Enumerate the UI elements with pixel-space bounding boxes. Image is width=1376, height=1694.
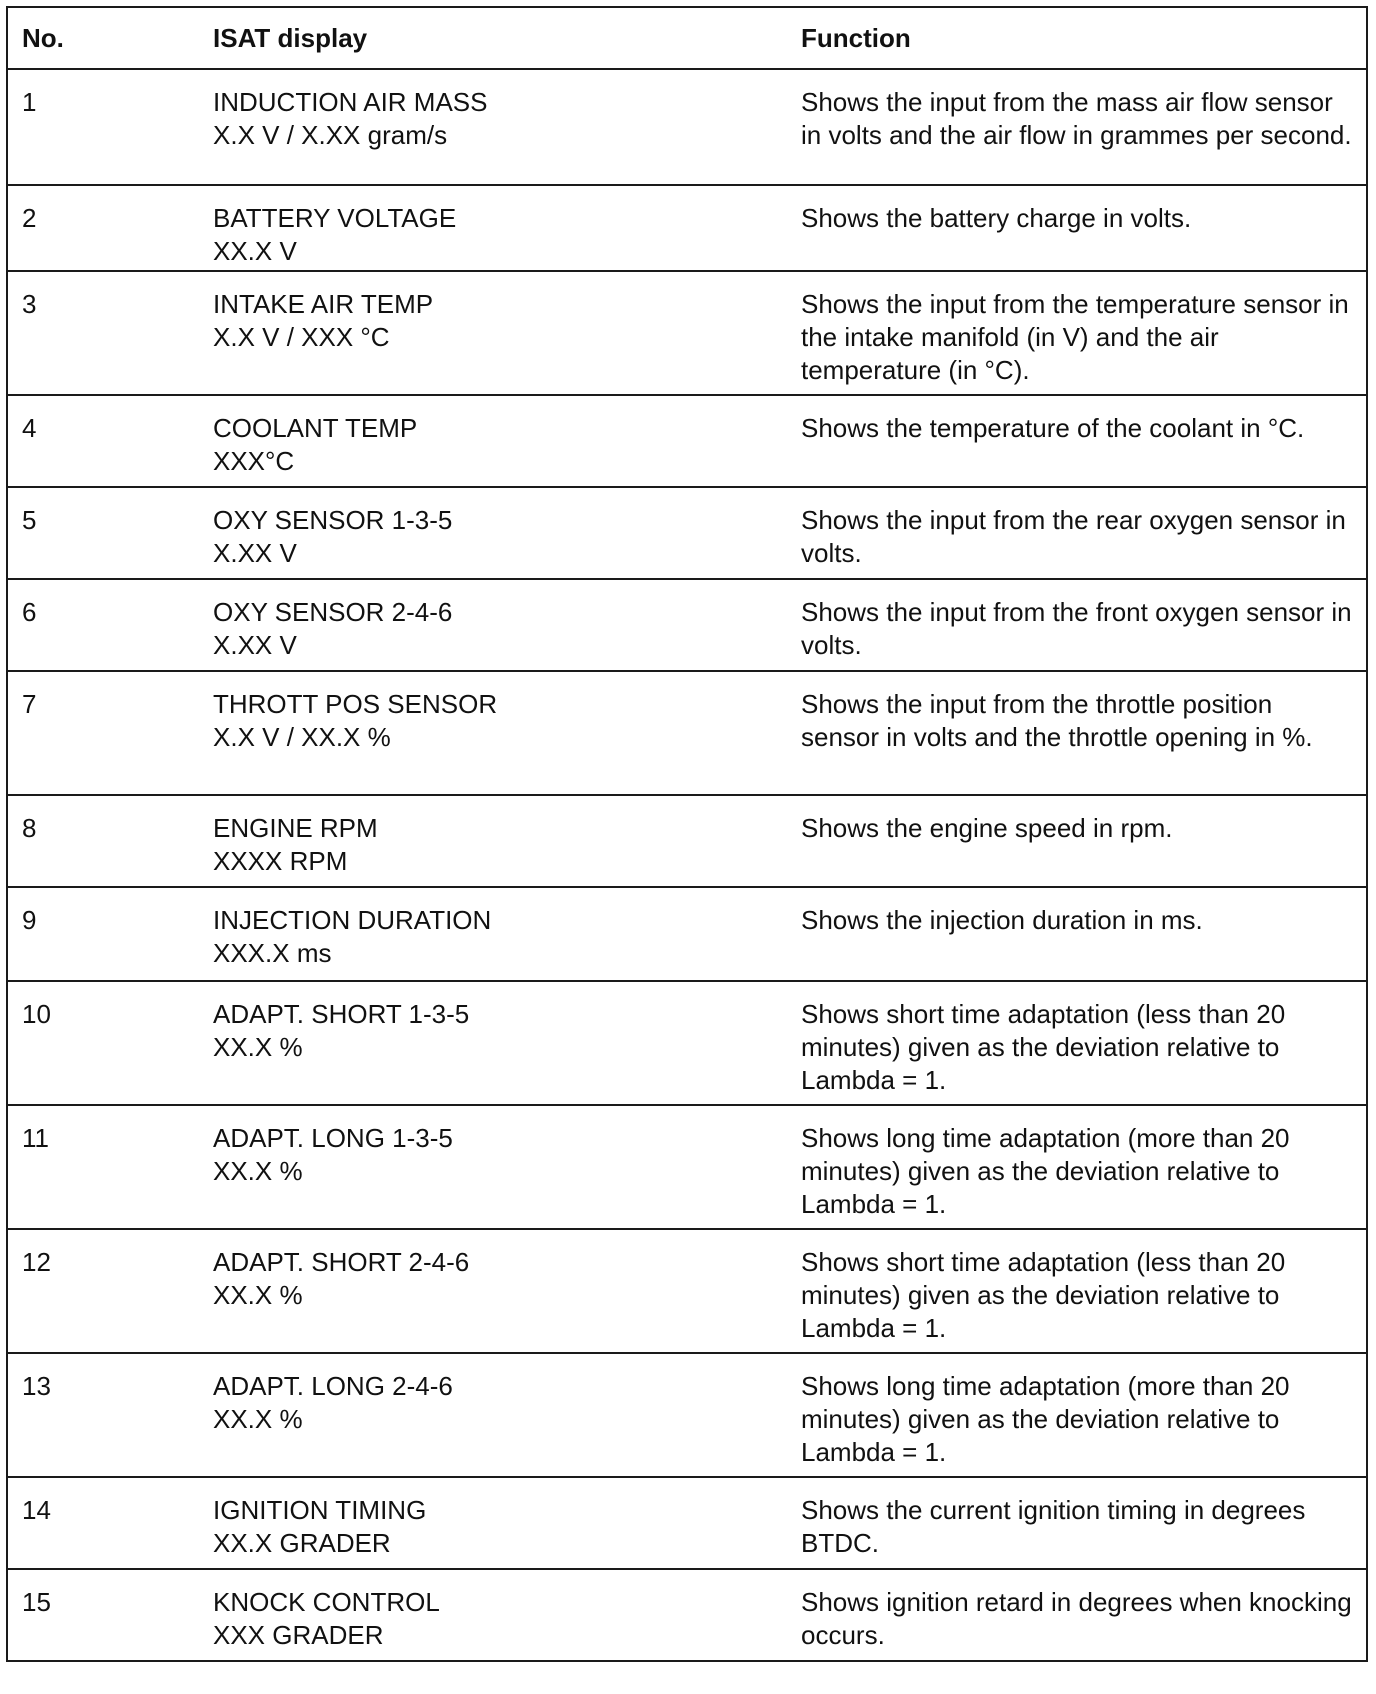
- display-value: X.X V / XXX °C: [213, 322, 390, 352]
- row-display: [199, 69, 789, 185]
- display-label: COOLANT TEMP: [213, 413, 418, 443]
- row-number: 4: [7, 395, 199, 487]
- display-value: XXX.X ms: [213, 938, 332, 968]
- row-display: [199, 185, 789, 271]
- function-text: Shows the input from the temperature sensor in the intake manifold (in V) and the air temperature (in °C).: [801, 289, 1349, 385]
- row-display: [199, 271, 789, 395]
- table-row: [7, 887, 1367, 981]
- row-function: [789, 1569, 1367, 1661]
- display-label: ENGINE RPM: [213, 813, 378, 843]
- row-display: [199, 1569, 789, 1661]
- table-row: [7, 487, 1367, 579]
- row-display: [199, 887, 789, 981]
- row-number: 2: [7, 185, 199, 271]
- display-label: ADAPT. LONG 1-3-5: [213, 1123, 453, 1153]
- row-number: 6: [7, 579, 199, 671]
- function-text: Shows short time adaptation (less than 20 minutes) given as the deviation relative to Lambda = 1.: [801, 999, 1286, 1095]
- table-row: [7, 1105, 1367, 1229]
- display-value: XX.X GRADER: [213, 1528, 391, 1558]
- function-text: Shows the battery charge in volts.: [801, 203, 1192, 233]
- table-row: [7, 981, 1367, 1105]
- display-label: OXY SENSOR 2-4-6: [213, 597, 453, 627]
- table-row: [7, 1569, 1367, 1661]
- display-label: BATTERY VOLTAGE: [213, 203, 457, 233]
- document-page: [6, 6, 1366, 1680]
- row-number: 15: [7, 1569, 199, 1661]
- table-row: [7, 69, 1367, 185]
- row-function: [789, 487, 1367, 579]
- column-header-function: Function: [789, 7, 1367, 69]
- table-row: [7, 579, 1367, 671]
- display-value: XX.X %: [213, 1032, 303, 1062]
- table-row: [7, 1353, 1367, 1477]
- display-label: OXY SENSOR 1-3-5: [213, 505, 453, 535]
- function-text: Shows the input from the throttle position sensor in volts and the throttle opening in %.: [801, 689, 1313, 752]
- row-function: [789, 271, 1367, 395]
- row-number: 12: [7, 1229, 199, 1353]
- row-function: [789, 69, 1367, 185]
- table-row: [7, 395, 1367, 487]
- display-label: INDUCTION AIR MASS: [213, 87, 488, 117]
- display-value: X.X V / XX.X %: [213, 722, 391, 752]
- function-text: Shows ignition retard in degrees when knocking occurs.: [801, 1587, 1352, 1650]
- function-text: Shows the current ignition timing in degrees BTDC.: [801, 1495, 1306, 1558]
- function-text: Shows long time adaptation (more than 20 minutes) given as the deviation relative to Lambda = 1.: [801, 1123, 1290, 1219]
- display-value: XXX GRADER: [213, 1620, 384, 1650]
- row-function: [789, 579, 1367, 671]
- function-text: Shows long time adaptation (more than 20 minutes) given as the deviation relative to Lambda = 1.: [801, 1371, 1290, 1467]
- row-function: [789, 981, 1367, 1105]
- row-display: [199, 671, 789, 795]
- column-header-no: No.: [7, 7, 199, 69]
- table-row: [7, 795, 1367, 887]
- display-value: XX.X %: [213, 1404, 303, 1434]
- function-text: Shows the input from the mass air flow sensor in volts and the air flow in grammes per second.: [801, 87, 1352, 150]
- row-function: [789, 795, 1367, 887]
- display-value: XX.X %: [213, 1156, 303, 1186]
- table-row: [7, 185, 1367, 271]
- row-number: 9: [7, 887, 199, 981]
- display-value: XXXX RPM: [213, 846, 348, 876]
- display-value: X.X V / X.XX gram/s: [213, 120, 448, 150]
- display-label: KNOCK CONTROL: [213, 1587, 440, 1617]
- display-label: INTAKE AIR TEMP: [213, 289, 434, 319]
- display-label: THROTT POS SENSOR: [213, 689, 498, 719]
- row-number: 3: [7, 271, 199, 395]
- table-row: [7, 1229, 1367, 1353]
- column-header-isat-display: ISAT display: [199, 7, 789, 69]
- table-header-row: [7, 7, 1367, 69]
- table-row: [7, 1477, 1367, 1569]
- row-display: [199, 395, 789, 487]
- row-number: 14: [7, 1477, 199, 1569]
- display-label: INJECTION DURATION: [213, 905, 492, 935]
- isat-display-table: [6, 6, 1368, 1662]
- row-function: [789, 1105, 1367, 1229]
- row-function: [789, 1353, 1367, 1477]
- display-value: XXX°C: [213, 446, 295, 476]
- function-text: Shows the injection duration in ms.: [801, 905, 1203, 935]
- row-function: [789, 671, 1367, 795]
- table-body: [7, 69, 1367, 1661]
- row-function: [789, 887, 1367, 981]
- function-text: Shows short time adaptation (less than 20 minutes) given as the deviation relative to Lambda = 1.: [801, 1247, 1286, 1343]
- row-display: [199, 487, 789, 579]
- display-label: ADAPT. SHORT 2-4-6: [213, 1247, 470, 1277]
- row-number: 8: [7, 795, 199, 887]
- row-display: [199, 1105, 789, 1229]
- row-number: 1: [7, 69, 199, 185]
- display-label: IGNITION TIMING: [213, 1495, 427, 1525]
- table-row: [7, 671, 1367, 795]
- row-number: 5: [7, 487, 199, 579]
- function-text: Shows the temperature of the coolant in °C.: [801, 413, 1305, 443]
- row-function: [789, 185, 1367, 271]
- row-display: [199, 1229, 789, 1353]
- row-display: [199, 1477, 789, 1569]
- function-text: Shows the input from the rear oxygen sensor in volts.: [801, 505, 1346, 568]
- function-text: Shows the engine speed in rpm.: [801, 813, 1173, 843]
- row-display: [199, 579, 789, 671]
- display-value: X.XX V: [213, 538, 297, 568]
- row-function: [789, 1229, 1367, 1353]
- row-number: 13: [7, 1353, 199, 1477]
- table-row: [7, 271, 1367, 395]
- row-display: [199, 795, 789, 887]
- row-function: [789, 395, 1367, 487]
- row-display: [199, 1353, 789, 1477]
- row-number: 11: [7, 1105, 199, 1229]
- display-label: ADAPT. SHORT 1-3-5: [213, 999, 470, 1029]
- display-value: X.XX V: [213, 630, 297, 660]
- display-value: XX.X %: [213, 1280, 303, 1310]
- display-value: XX.X V: [213, 236, 297, 266]
- display-label: ADAPT. LONG 2-4-6: [213, 1371, 453, 1401]
- function-text: Shows the input from the front oxygen sensor in volts.: [801, 597, 1352, 660]
- row-function: [789, 1477, 1367, 1569]
- row-number: 10: [7, 981, 199, 1105]
- row-number: 7: [7, 671, 199, 795]
- row-display: [199, 981, 789, 1105]
